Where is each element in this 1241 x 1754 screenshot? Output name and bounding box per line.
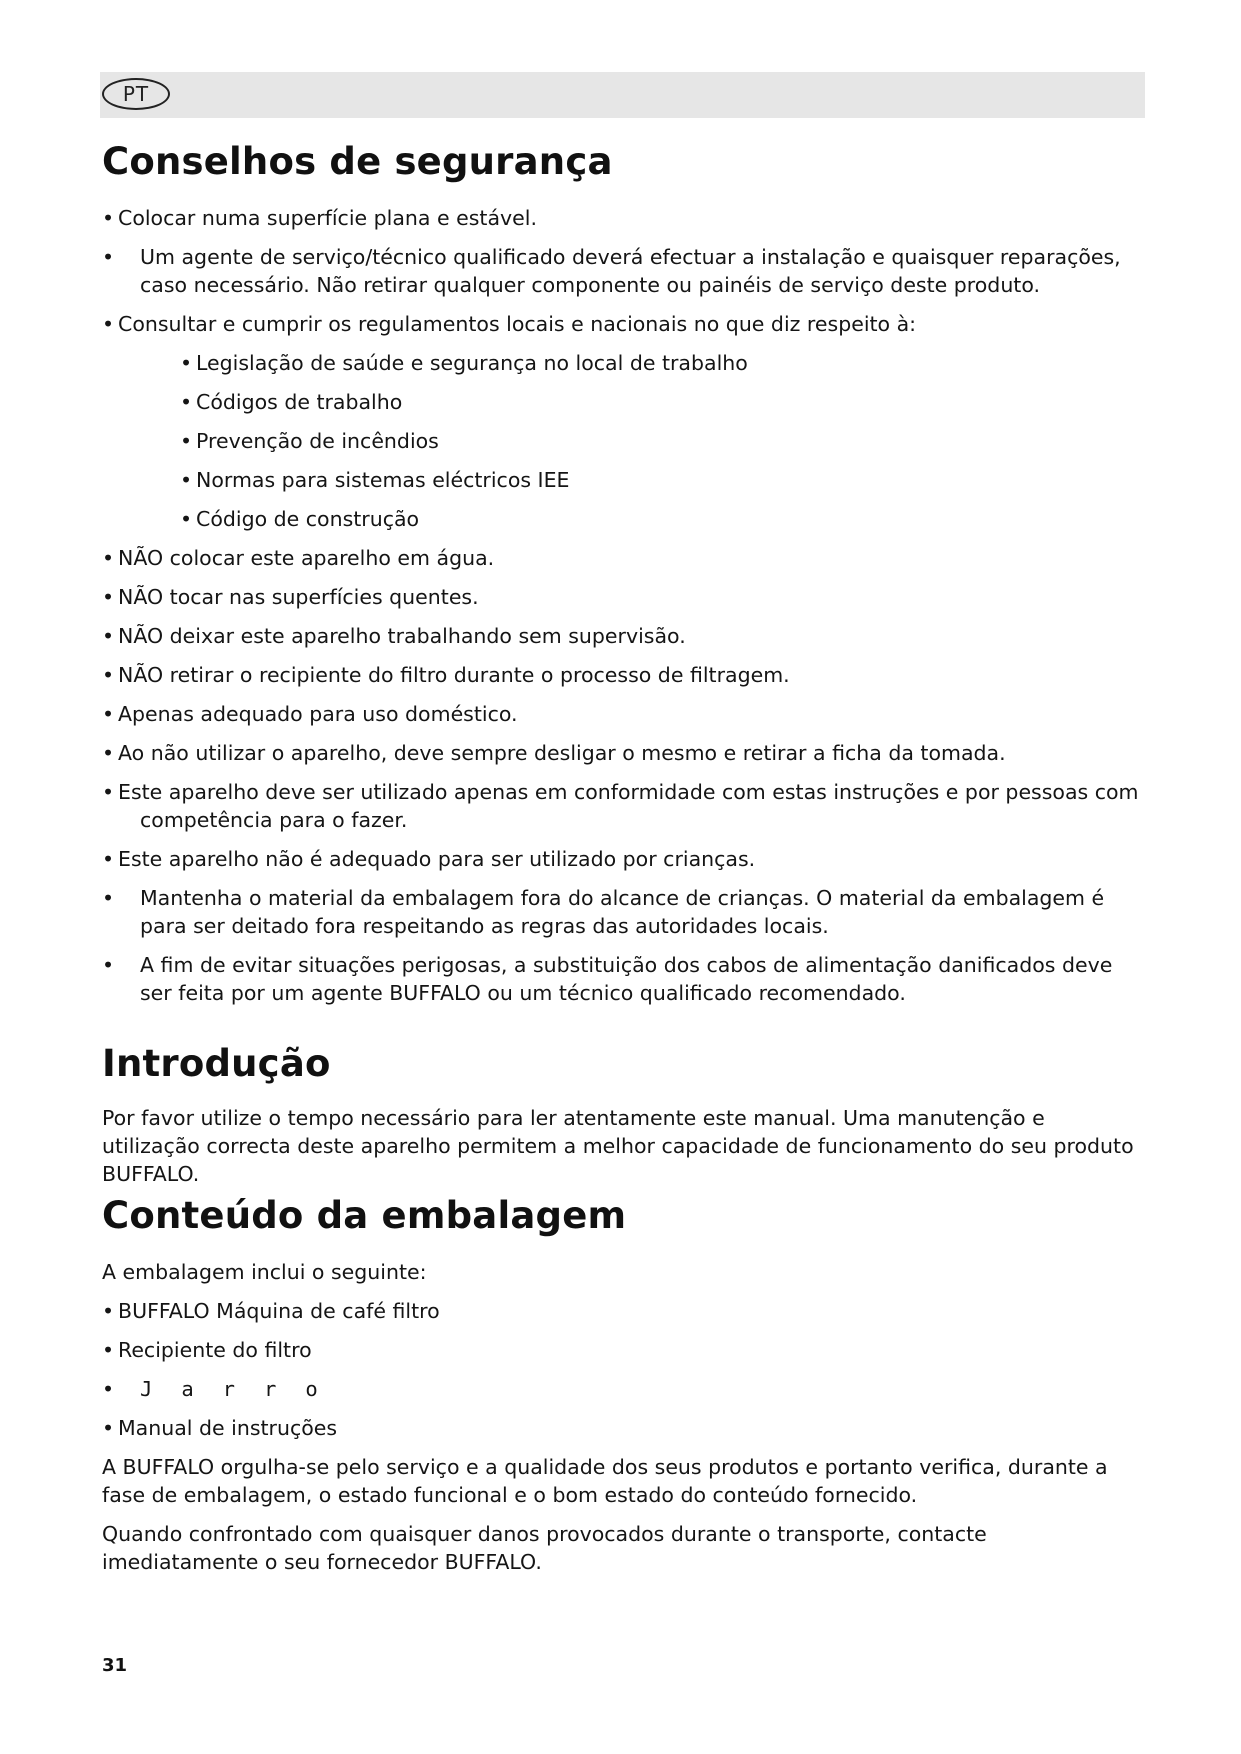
list-item: • Recipiente do filtro [102, 1338, 312, 1362]
list-item: • NÃO colocar este aparelho em água. [102, 546, 495, 570]
sub-list-item: • Legislação de saúde e segurança no local de trabalho [180, 351, 748, 375]
list-item: • Este aparelho não é adequado para ser utilizado por crianças. [102, 847, 756, 871]
sub-list-item: • Código de construção [180, 507, 420, 531]
intro-title: Introdução [102, 1042, 331, 1085]
list-item: • Apenas adequado para uso doméstico. [102, 702, 518, 726]
list-item: • Este aparelho deve ser utilizado apenas em conformidade com estas instruções e por pessoas com [102, 780, 1139, 804]
list-item: • Ao não utilizar o aparelho, deve sempre desligar o mesmo e retirar a ficha da tomada. [102, 741, 1006, 765]
language-bar [100, 72, 1145, 118]
list-item: • Um agente de serviço/técnico qualificado deverá efectuar a instalação e quaisquer reparações, caso necessário. Não retirar qualquer componente ou painéis de serviço deste produto. [102, 245, 1121, 297]
language-badge: PT [102, 78, 170, 110]
list-item: • Mantenha o material da embalagem fora do alcance de crianças. O material da embalagem é para ser deitado fora respeitando as regras das autoridades locais. [102, 886, 1105, 938]
list-item: • NÃO retirar o recipiente do filtro durante o processo de filtragem. [102, 663, 790, 687]
list-item: • Consultar e cumprir os regulamentos locais e nacionais no que diz respeito à: [102, 312, 917, 336]
list-item: • BUFFALO Máquina de café filtro [102, 1299, 440, 1323]
sub-list-item: • Normas para sistemas eléctricos IEE [180, 468, 570, 492]
intro-paragraph: Por favor utilize o tempo necessário para ler atentamente este manual. Uma manutenção e utilização correcta deste aparelho permitem a melhor capacidade de funcionamento do seu produto BUFFALO. [102, 1106, 1134, 1186]
list-item-continuation: competência para o fazer. [140, 808, 408, 832]
page-number: 31 [102, 1655, 128, 1676]
list-item: • Jarro [102, 1377, 347, 1401]
list-item: • Manual de instruções [102, 1416, 338, 1440]
list-item: • A fim de evitar situações perigosas, a substituição dos cabos de alimentação danificados deve ser feita por um agente BUFFALO ou um técnico qualificado recomendado. [102, 953, 1113, 1005]
sub-list-item: • Códigos de trabalho [180, 390, 403, 414]
contents-paragraph: A BUFFALO orgulha-se pelo serviço e a qualidade dos seus produtos e portanto verifica, durante a fase de embalagem, o estado funcional e o bom estado do conteúdo fornecido. [102, 1455, 1108, 1507]
list-item: • NÃO deixar este aparelho trabalhando sem supervisão. [102, 624, 686, 648]
contents-title: Conteúdo da embalagem [102, 1194, 627, 1237]
list-item: • NÃO tocar nas superfícies quentes. [102, 585, 479, 609]
sub-list-item: • Prevenção de incêndios [180, 429, 439, 453]
contents-lead: A embalagem inclui o seguinte: [102, 1260, 427, 1284]
contents-paragraph: Quando confrontado com quaisquer danos provocados durante o transporte, contacte imediatamente o seu fornecedor BUFFALO. [102, 1522, 987, 1574]
safety-title: Conselhos de segurança [102, 140, 613, 183]
list-item: • Colocar numa superfície plana e estável. [102, 206, 537, 230]
